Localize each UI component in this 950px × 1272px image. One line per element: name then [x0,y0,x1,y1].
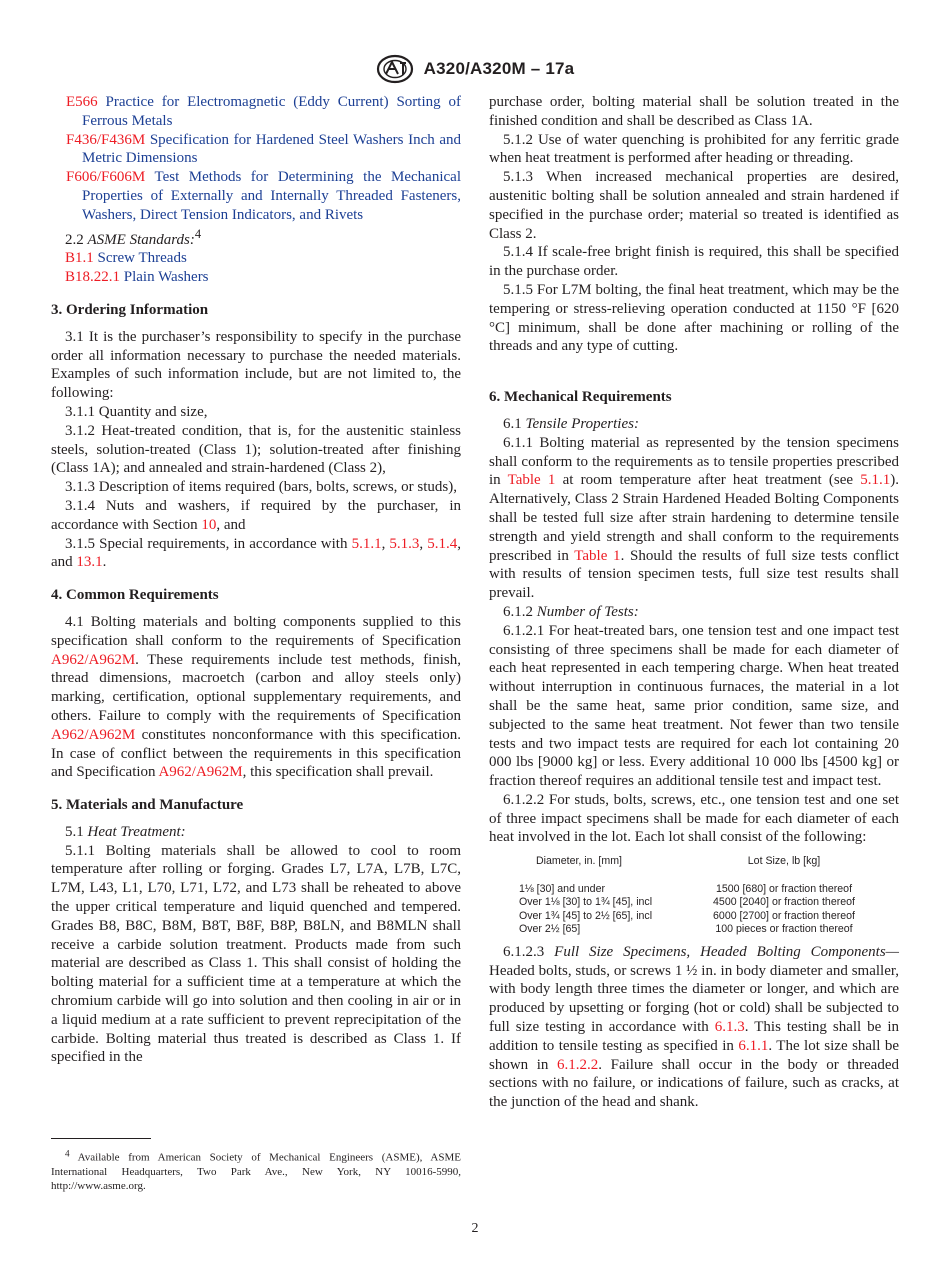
paragraph-5-1-5: 5.1.5 For L7M bolting, the final heat treatment, which may be the tempering or stress-relieving operation conducted at 1150 °F [620 °C] minimum, shall be done after machining or rolling of the threads and any type of cutting. [489,281,899,355]
table-row [489,883,899,897]
footnote-divider [51,1138,151,1139]
section-link[interactable]: 5.1.3 [389,535,420,552]
table-cell: 100 pieces or fraction thereof [715,923,853,936]
left-column [51,93,461,1067]
page-header [0,54,950,86]
table-cell: Over 1¾ [45] to 2½ [65], incl [519,909,653,922]
ref-code-link[interactable]: E566 [66,94,98,110]
paragraph-5-1-4: 5.1.4 If scale-free bright finish is required, this shall be specified in the purchase order. [489,244,899,280]
paragraph-3-1-5: 3.1.5 Special requirements, in accordance with 5.1.1, 5.1.3, 5.1.4, and 13.1. [51,535,462,571]
ref-title: Test Methods for Determining the Mechanical Properties of Externally and Internally Threaded Fasteners, Washers, Direct Tension Indicators, and Rivets [82,169,461,223]
reference-f606 [51,168,461,224]
table-cell: 6000 [2700] or fraction thereof [713,909,855,922]
ref-title: Practice for Electromagnetic (Eddy Current) Sorting of Ferrous Metals [82,94,462,129]
paragraph-3-1: 3.1 It is the purchaser’s responsibility to specify in the purchase order all information necessary to purchase the needed materials. Examples of such information include, but are not limited to, the following: [51,328,461,402]
section-link[interactable]: 6.1.3 [714,1018,745,1035]
astm-logo-icon [376,54,414,84]
section-link[interactable]: 6.1.2.2 [557,1056,599,1073]
table-row [489,923,899,937]
section-link[interactable]: 5.1.4 [427,535,458,552]
paragraph-5-1-1: 5.1.1 Bolting materials shall be allowed to cool to room temperature after rolling or forging. Grades L7, L7A, L7B, L7C, L7M, L43, L1, L70, L71, L72, and L73 shall be reheated to above the upper critical temperature and liquid quenched and tempered. Grades B8, B8C, B8M, B8T, B8F, B8P, B8LN, and B8MLN shall receive a carbide solution treatment. Products made from such material are described as Class 1. This shall consist of holding the bolting material for a sufficient time at a temperature at which the chromium carbide will go into solution and then cooling in air or in a liquid medium at a rate sufficient to prevent reprecipitation of the carbide. Bolting material thus treated is described as Class 1. If specified in the [51,842,461,1066]
spec-link[interactable]: A962/A962M [51,726,136,743]
paragraph-4-1: 4.1 Bolting materials and bolting components supplied to this specification shall conform to the requirements of Specification A962/A962M. These requirements include test methods, finish, thread dimensions, macroetch (carbon and alloy steels only) marking, certification, optional supplementary requirements, and others. Failure to comply with the requirements of Specification A962/A962M constitutes nonconformance with this specification. In case of conflict between the requirements in this specification and Specification A962/A962M, this specification shall prevail. [51,613,461,781]
asme-standards-heading: 2.2 ASME Standards:$^4$ [65,226,202,248]
table-cell: Over 1⅛ [30] to 1¾ [45], incl [519,896,653,909]
reference-b1-1: B1.1 Screw Threads [65,250,187,267]
section-link[interactable]: 6.1.1 [738,1037,769,1054]
reference-b18-22-1: B18.22.1 Plain Washers [65,269,209,286]
lot-size-table [489,855,899,937]
document-title: A320/A320M – 17a [423,59,575,78]
paragraph-5-1-1-continued: purchase order, bolting material shall be solution treated in the finished condition and shall be described as Class 1A. [489,94,899,129]
table-cell: 1⅛ [30] and under [519,882,605,895]
column-header: Lot Size, lb [kg] [747,855,821,868]
paragraph-6-1-2-3: 6.1.2.3 Full Size Specimens, Headed Bolting Components—Headed bolts, studs, or screws 1 ½ in. in body diameter and smaller, with body length three times the diameter or longer, and which are produced by upsetting or forging (hot or cold) shall be subjected to full size testing in accordance with 6.1.3. This testing shall be in addition to tensile testing as specified in 6.1.1. The lot size shall be shown in 6.1.2.2. Failure shall occur in the body or threaded sections with no failure, or indications of failure, such as cracks, at the junction of the head and shank. [489,943,900,1111]
paragraph-6-1-2: 6.1.2 Number of Tests: [503,603,639,620]
section-link[interactable]: 5.1.1 [860,472,891,489]
footnote-marker[interactable]: 4 [194,226,202,241]
footnote-4: $^4$ Available from American Society of Mechanical Engineers (ASME), ASME International Headquarters, Two Park Ave., New York, NY 10016-5990, http://www.asme.org. [51,1148,461,1192]
section-link[interactable]: 5.1.1 [351,535,382,552]
section-6-heading: 6. Mechanical Requirements [489,389,672,406]
paragraph-5-1-3: 5.1.3 When increased mechanical properties are desired, austenitic bolting shall be solution annealed and strain hardened if specified in the purchase order; material so treated is identified as Class 2. [489,169,899,242]
spec-link[interactable]: A962/A962M [51,651,136,668]
ref-code-link[interactable]: B1.1 [65,250,94,267]
right-column [489,93,899,1112]
ref-code-link[interactable]: B18.22.1 [65,269,121,286]
paragraph-3-1-1: 3.1.1 Quantity and size, [65,403,208,420]
table-cell: 1500 [680] or fraction thereof [715,882,853,895]
table-header-row [489,855,899,883]
section-link[interactable]: 13.1 [76,554,103,571]
paragraph-6-1-1: 6.1.1 Bolting material as represented by the tension specimens shall conform to the requirements as to tensile properties prescribed in Table 1 at room temperature after heat treatment (see 5.1.1). Alternatively, Class 2 Strain Hardened Headed Bolting Components shall be tested full size after strain hardening to determine tensile strength and yield strength and shall conform to the requirements prescribed in Table 1. Should the results of full size tests conflict with results of tension specimen tests, full size test results shall prevail. [489,434,899,602]
spec-link[interactable]: A962/A962M [158,764,243,781]
section-4-heading: 4. Common Requirements [51,587,219,604]
ref-code-link[interactable]: F606/F606M [66,169,146,186]
paragraph-6-1-2-1: 6.1.2.1 For heat-treated bars, one tension test and one impact test consisting of three specimens shall be made for each diameter of each heat represented in each tempering charge. When heat treated without interruption in continuous furnaces, the material in a lot shall be the same heat, same prior condition, same size, and subjected to the same heat treatment. Not fewer than two tensile tests and two impact tests are required for each lot containing 20 000 lbs [9000 kg] or less. Every additional 10 000 lbs [4500 kg] or fraction thereof requires an additional tensile test and impact test. [489,622,899,790]
column-header: Diameter, in. [mm] [536,855,622,868]
paragraph-3-1-4: 3.1.4 Nuts and washers, if required by the purchaser, in accordance with Section 10, and [51,497,461,533]
paragraph-5-1-2: 5.1.2 Use of water quenching is prohibited for any ferritic grade when heat treatment is performed after heading or threading. [489,131,899,167]
table-link[interactable]: Table 1 [574,547,621,564]
table-row [489,896,899,910]
section-5-heading: 5. Materials and Manufacture [51,797,244,814]
section-3-heading: 3. Ordering Information [51,301,209,318]
reference-e566 [51,93,461,131]
paragraph-6-1-2-2: 6.1.2.2 For studs, bolts, screws, etc., one tension test and one set of three impact specimens shall be made for each diameter of each heat involved in the lot. Each lot shall consist of the following: [489,791,899,846]
paragraph-6-1: 6.1 Tensile Properties: [503,415,639,432]
ref-title: Specification for Hardened Steel Washers Inch and Metric Dimensions [82,131,462,167]
reference-f436 [51,131,461,169]
paragraph-5-1: 5.1 Heat Treatment: [65,823,186,840]
table-row [489,910,899,924]
table-cell: Over 2½ [65] [519,923,581,936]
paragraph-3-1-3: 3.1.3 Description of items required (bars, bolts, screws, or studs), [65,479,458,496]
table-link[interactable]: Table 1 [507,472,556,489]
section-link[interactable]: 10 [201,516,217,533]
page-number: 2 [471,1221,479,1236]
ref-code-link[interactable]: F436/F436M [66,131,146,148]
table-cell: 4500 [2040] or fraction thereof [713,896,855,909]
paragraph-3-1-2: 3.1.2 Heat-treated condition, that is, for the austenitic stainless steels, solution-treated (Class 1); solution-treated after finishing (Class 1A); and annealed and strain-hardened (Class 2), [51,422,461,477]
